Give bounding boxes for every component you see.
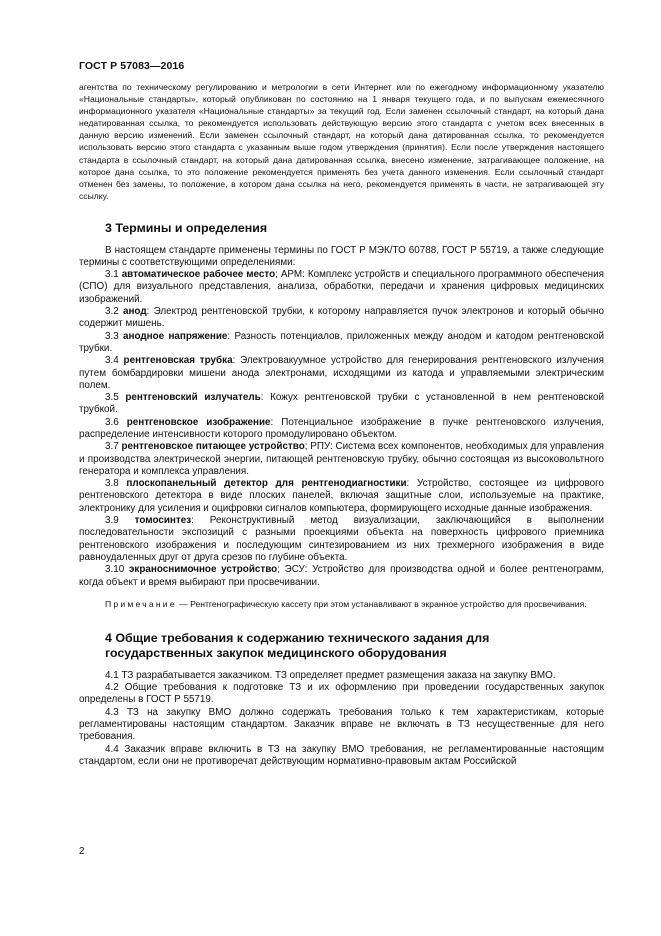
term-3-5 <box>79 392 604 417</box>
term-number: 3.5 <box>105 392 126 404</box>
clause-4-1: 4.1 ТЗ разрабатывается заказчиком. ТЗ определяет предмет размещения заказа на закупку ВМО. <box>105 669 556 681</box>
document-code-header: ГОСТ Р 57083—2016 <box>79 60 185 72</box>
term-number: 3.10 <box>105 564 129 576</box>
term-definition: : Реконструктивный метод визуализации, заключающийся в выполнении последовательности экспозиций с разными проекциями объекта на поверхность цифрового приемника рентгеновского изображения и последующим синтезированием из них трехмерного изображения в виде равноудаленных друг от друга срезов по глубине объекта. <box>79 515 604 563</box>
term-name: автоматическое рабочее место <box>121 269 276 281</box>
term-3-4 <box>79 355 604 392</box>
section-3-intro: В настоящем стандарте применены термины по ГОСТ Р МЭК/ТО 60788, ГОСТ Р 55719, а также следующие термины с соответствующими определениями: <box>79 244 604 268</box>
term-number: 3.7 <box>105 441 122 453</box>
term-number: 3.3 <box>105 330 124 342</box>
term-3-8 <box>79 478 604 515</box>
term-3-2 <box>79 306 604 331</box>
term-definition: : Электрод рентгеновской трубки, к которому направляется пучок электронов и который обычно содержит мишень. <box>79 306 604 330</box>
term-3-10 <box>79 564 604 589</box>
document-body <box>79 81 604 768</box>
section-3-title: 3 Термины и определения <box>105 220 268 235</box>
term-3-7 <box>79 441 604 478</box>
term-name: рентгеновское питающее устройство <box>121 441 305 453</box>
term-definition: : Кожух рентгеновской трубки с установленной в нем рентгеновской трубкой. <box>79 392 605 416</box>
clause-4-2: 4.2 Общие требования к подготовке ТЗ и их оформлению при проведении государственных закупок определены в ГОСТ Р 55719. <box>79 682 604 706</box>
term-number: 3.2 <box>105 306 123 318</box>
section-4-title-line-1: 4 Общие требования к содержанию технического задания для <box>105 630 490 645</box>
term-name: рентгеновское изображение <box>126 416 271 428</box>
term-name: томосинтез <box>134 515 192 527</box>
term-definition: : Устройство, состоящее из цифрового рентгеновского детектора в виде плоских панелей, включая защитные слои, используемые на практике, электронику для усиления и оцифровки сигналов компьютера, формирующего исходные данные изображения. <box>79 478 604 514</box>
term-name: анод <box>122 306 147 318</box>
term-definition: ; РПУ: Система всех компонентов, необходимых для управления и производства электрической энергии, питающей рентгеновскую трубку, обычно состоящая из высоковольтного генератора и комплекса управления. <box>79 441 604 477</box>
term-3-3 <box>79 331 604 356</box>
term-number: 3.1 <box>105 269 122 281</box>
term-name: плоскопанельный детектор для рентгенодиагностики <box>126 478 407 490</box>
term-number: 3.6 <box>105 416 127 428</box>
term-3-1 <box>79 269 604 306</box>
intro-paragraph: агентства по техническому регулированию и метрологии в сети Интернет или по ежегодному информационному указателю «Национальные стандарты», который опубликован по состоянию на 1 января текущего года, и по выпускам ежемесячного информационного указателя «Национальные стандарты» за текущий год. Если заменен ссылочный стандарт, на который дана недатированная ссылка, то рекомендуется использовать действующую версию этого стандарта с учетом всех внесенных в данную версию изменений. Если заменен ссылочный стандарт, на который дана датированная ссылка, то рекомендуется использовать версию этого стандарта с указанным выше годом утверждения (принятия). Если после утверждения настоящего стандарта в ссылочный стандарт, на который дана датированная ссылка, внесено изменение, затрагивающее положение, на которое дана ссылка, то это положение рекомендуется применять без учета данного изменения. Если ссылочный стандарт отменен без замены, то положение, в котором дана ссылка на него, рекомендуется применять в части, не затрагивающей эту ссылку. <box>79 82 604 201</box>
section-4-title-line-2: государственных закупок медицинского оборудования <box>105 646 447 661</box>
term-name: экраноснимочное устройство <box>128 564 278 576</box>
clause-4-4: 4.4 Заказчик вправе включить в ТЗ на закупку ВМО требования, не регламентированные настоящим стандартом, если они не противоречат действующим нормативно-правовым актам Российской <box>79 743 604 767</box>
term-name: рентгеновская трубка <box>123 355 233 367</box>
section-4-title <box>79 631 604 662</box>
section-3-note <box>79 599 604 611</box>
term-3-9 <box>79 515 604 564</box>
term-number: 3.4 <box>105 355 124 367</box>
term-number: 3.8 <box>105 478 127 490</box>
term-definition: ; ЭСУ: Устройство для производства одной и более рентгенограмм, когда объект и время выбирают при просвечивании. <box>79 564 604 588</box>
term-3-6 <box>79 417 604 442</box>
term-name: анодное напряжение <box>123 330 228 342</box>
term-definition: : Разность потенциалов, приложенных между анодом и катодом рентгеновской трубки. <box>79 330 604 354</box>
note-text: — Рентгенографическую кассету при этом устанавливают в экранное устройство для просвечивания. <box>176 598 587 609</box>
term-definition: : Электровакуумное устройство для генерирования рентгеновского излучения путем бомбардировки мишени анода электронами, исходящими из катода и управляемыми электрическим полем. <box>79 355 604 391</box>
term-name: рентгеновский излучатель <box>125 392 261 404</box>
term-definition: : Потенциальное изображение в пучке рентгеновского излучения, распределение интенсивности которого промодулировано объектом. <box>79 416 604 440</box>
term-number: 3.9 <box>105 515 135 527</box>
clause-4-3: 4.3 ТЗ на закупку ВМО должно содержать требования только к тем характеристикам, которые регламентированы настоящим стандартом. Заказчик вправе не включать в ТЗ несущественные для него требования. <box>79 706 604 743</box>
term-definition: ; АРМ: Комплекс устройств и специального программного обеспечения (СПО) для визуального представления, анализа, обработки, передачи и хранения цифровых медицинских изображений. <box>79 269 605 305</box>
page-number: 2 <box>79 846 85 857</box>
note-label: Примечание <box>105 598 177 609</box>
